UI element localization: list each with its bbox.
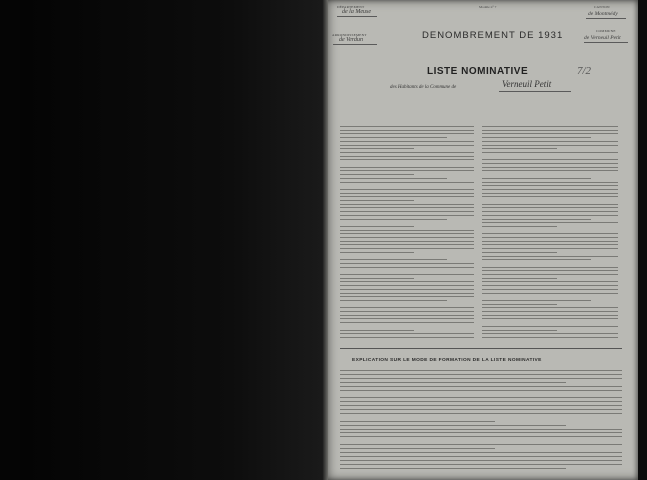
departement-value: de la Meuse <box>342 9 371 15</box>
text-line <box>482 315 618 316</box>
text-line <box>340 215 474 216</box>
text-line <box>340 137 447 138</box>
text-line <box>340 259 447 260</box>
explication-title: EXPLICATION SUR LE MODE DE FORMATION DE LA LISTE NOMINATIVE <box>352 358 542 363</box>
commune-handwritten: Verneuil Petit <box>502 79 552 89</box>
text-line <box>340 337 474 338</box>
text-line <box>340 219 447 220</box>
text-line <box>340 167 474 168</box>
text-line <box>482 270 618 271</box>
text-line <box>340 307 474 308</box>
arrondissement-value: de Verdun <box>339 37 363 43</box>
text-line <box>340 444 622 445</box>
text-line <box>340 322 474 323</box>
text-line <box>340 189 474 190</box>
text-line <box>340 390 622 391</box>
text-line <box>482 289 618 290</box>
text-line <box>340 386 622 387</box>
text-line <box>482 256 618 257</box>
text-line <box>340 468 566 469</box>
text-line <box>340 436 622 437</box>
text-line <box>340 315 474 316</box>
text-line <box>482 219 591 220</box>
text-line <box>340 174 414 175</box>
text-line <box>482 193 618 194</box>
text-line <box>340 130 474 131</box>
text-line <box>340 452 622 453</box>
text-line <box>340 460 622 461</box>
text-line <box>340 241 474 242</box>
text-line <box>340 211 474 212</box>
text-line <box>340 204 474 205</box>
text-line <box>482 237 618 238</box>
text-line <box>482 241 618 242</box>
text-line <box>482 226 557 227</box>
liste-nominative-title: LISTE NOMINATIVE <box>427 66 529 77</box>
text-line <box>340 145 474 146</box>
text-line <box>482 252 557 253</box>
text-line <box>482 307 618 308</box>
text-line <box>340 156 474 157</box>
text-line <box>340 178 447 179</box>
text-line <box>482 145 618 146</box>
canton-label: CANTON <box>594 5 610 9</box>
text-line <box>340 429 622 430</box>
commune-handwritten-underline <box>499 91 571 92</box>
text-line <box>340 267 474 268</box>
text-line <box>340 278 414 279</box>
text-line <box>340 126 474 127</box>
text-line <box>340 378 622 379</box>
text-line <box>482 185 618 186</box>
departement-underline <box>337 16 377 17</box>
text-line <box>340 281 474 282</box>
text-line <box>340 248 474 249</box>
margin-annotation: 7/2 <box>577 65 592 77</box>
text-line <box>482 178 591 179</box>
text-line <box>482 207 618 208</box>
text-line <box>340 300 447 301</box>
text-line <box>340 448 495 449</box>
liste-subtitle: des Habitants de la Commune de <box>390 85 457 90</box>
text-line <box>340 244 474 245</box>
text-line <box>482 274 618 275</box>
text-line <box>340 382 566 383</box>
arrondissement-underline <box>333 44 377 45</box>
text-line <box>482 304 557 305</box>
text-line <box>340 374 622 375</box>
text-line <box>482 137 591 138</box>
text-line <box>340 170 474 171</box>
text-line <box>482 222 618 223</box>
text-line <box>482 133 618 134</box>
text-line <box>482 167 618 168</box>
text-line <box>340 413 622 414</box>
text-line <box>340 370 622 371</box>
text-line <box>482 285 618 286</box>
text-line <box>340 193 474 194</box>
text-line <box>482 211 618 212</box>
text-line <box>340 252 414 253</box>
text-line <box>340 182 474 183</box>
text-line <box>482 259 591 260</box>
text-line <box>340 207 474 208</box>
text-line <box>482 278 557 279</box>
text-line <box>340 152 474 153</box>
text-line <box>340 274 474 275</box>
text-line <box>340 159 474 160</box>
text-line <box>482 182 618 183</box>
text-line <box>482 244 618 245</box>
text-line <box>482 267 618 268</box>
text-line <box>340 148 414 149</box>
text-line <box>482 170 618 171</box>
arrondissement-label: ARRONDISSEMENT <box>332 33 367 37</box>
canton-value: de Montmédy <box>588 11 618 17</box>
text-line <box>482 330 557 331</box>
text-line <box>482 159 618 160</box>
text-line <box>340 196 474 197</box>
text-line <box>340 464 622 465</box>
text-line <box>340 141 474 142</box>
text-line <box>482 126 618 127</box>
page-spine <box>322 0 328 480</box>
text-line <box>482 163 618 164</box>
text-line <box>482 281 618 282</box>
text-line <box>340 289 474 290</box>
text-line <box>340 233 474 234</box>
text-line <box>482 148 557 149</box>
text-line <box>340 405 622 406</box>
departement-label: DÉPARTEMENT <box>337 5 365 9</box>
denombrement-title: DENOMBREMENT DE 1931 <box>422 30 564 41</box>
text-line <box>340 200 414 201</box>
text-line <box>482 248 618 249</box>
text-line <box>340 133 474 134</box>
scan-left-shadow <box>20 0 322 480</box>
text-line <box>482 141 618 142</box>
commune-label: COMMUNE <box>596 29 616 33</box>
text-line <box>340 397 622 398</box>
text-line <box>482 318 618 319</box>
text-line <box>482 215 618 216</box>
commune-underline <box>584 42 628 43</box>
text-line <box>482 300 591 301</box>
text-line <box>340 226 414 227</box>
text-line <box>340 285 474 286</box>
text-line <box>340 425 566 426</box>
section-divider <box>340 348 622 349</box>
text-line <box>482 233 618 234</box>
commune-value: de Verneuil Petit <box>584 35 621 41</box>
text-line <box>340 432 622 433</box>
text-line <box>340 263 474 264</box>
text-line <box>340 318 474 319</box>
text-line <box>340 311 474 312</box>
canton-underline <box>586 18 626 19</box>
text-line <box>482 130 618 131</box>
text-line <box>340 409 622 410</box>
text-line <box>340 293 474 294</box>
text-line <box>340 296 474 297</box>
text-line <box>482 326 618 327</box>
text-line <box>340 230 474 231</box>
text-line <box>482 293 618 294</box>
modele-number: Modèle n° 7 <box>479 5 497 9</box>
text-line <box>340 421 495 422</box>
text-line <box>482 204 618 205</box>
text-line <box>482 196 618 197</box>
text-line <box>482 152 618 153</box>
text-line <box>482 189 618 190</box>
text-line <box>482 337 618 338</box>
text-line <box>340 401 622 402</box>
text-line <box>340 330 414 331</box>
text-line <box>340 237 474 238</box>
text-line <box>482 311 618 312</box>
text-line <box>340 456 622 457</box>
text-line <box>340 333 474 334</box>
text-line <box>482 333 618 334</box>
